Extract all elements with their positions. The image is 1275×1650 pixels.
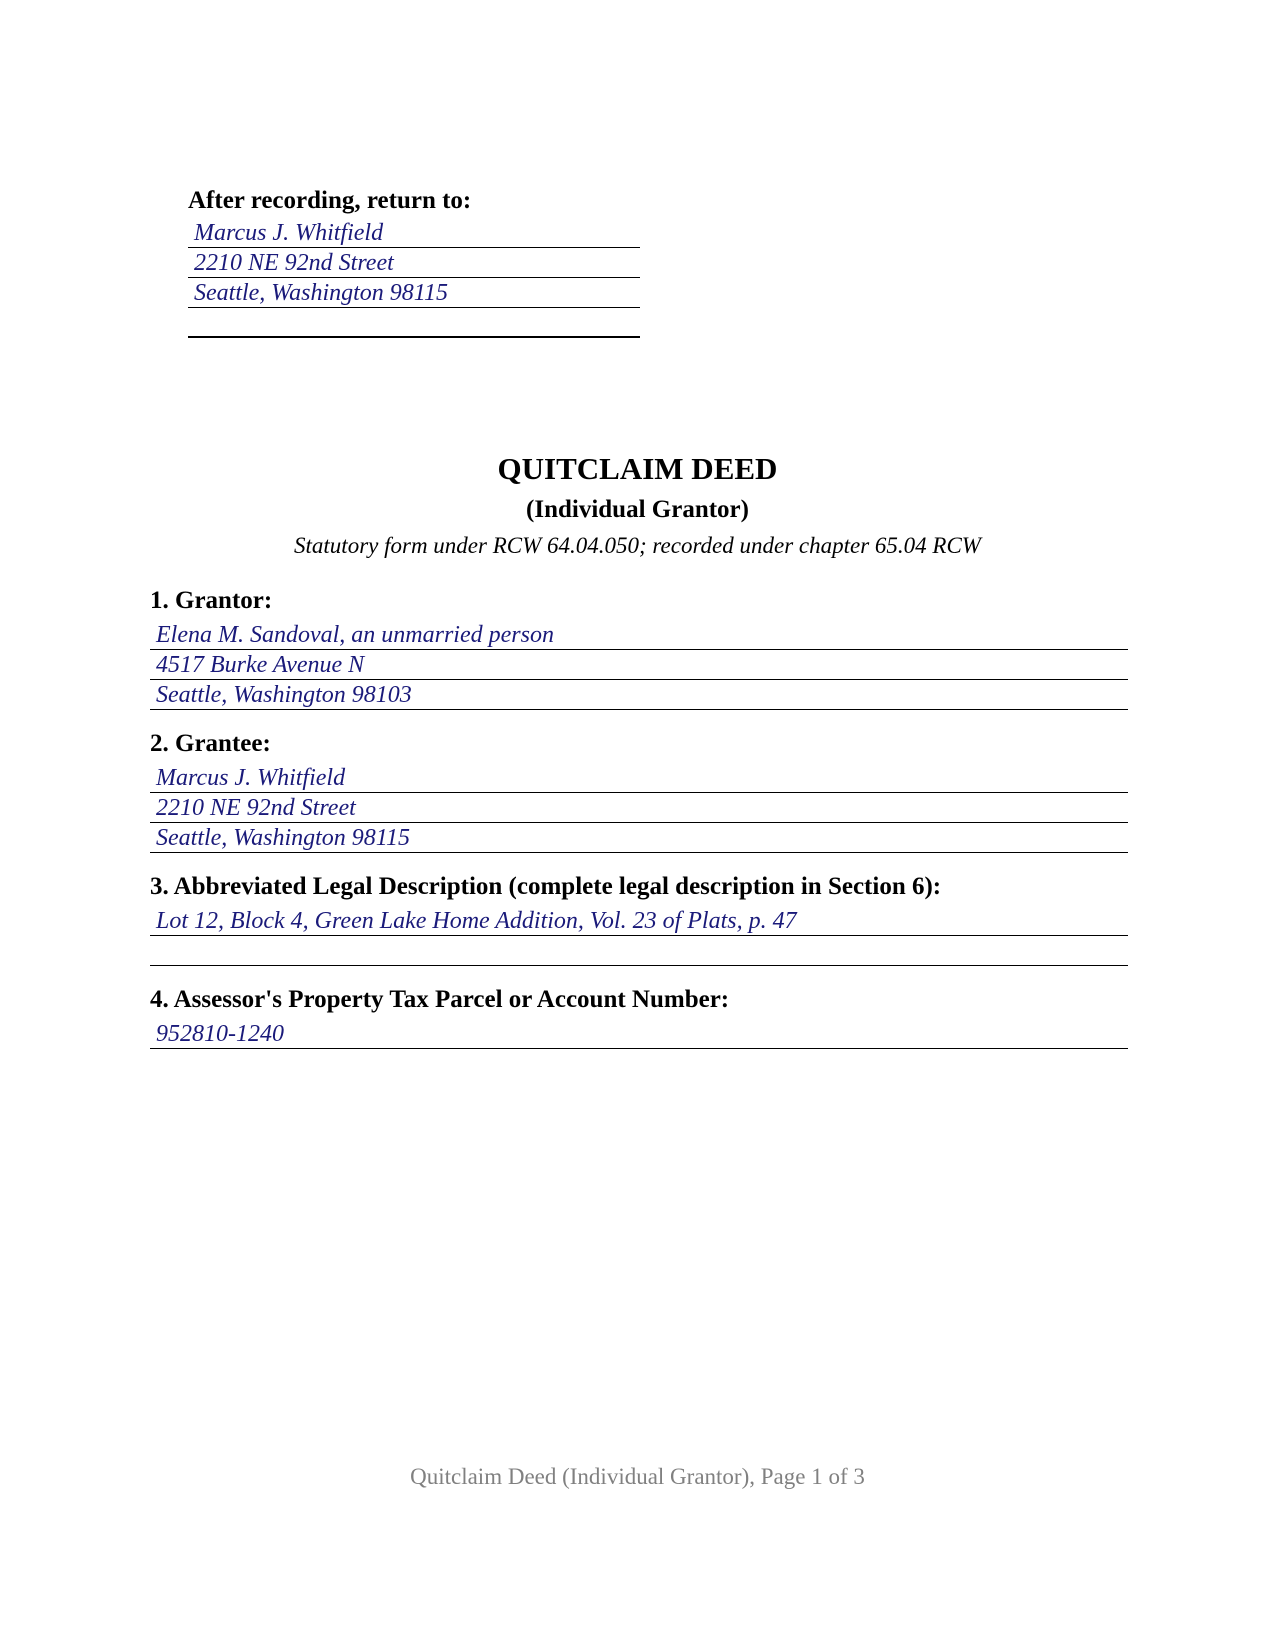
statute-reference: Statutory form under RCW 64.04.050; recorded under chapter 65.04 RCW <box>294 533 981 558</box>
document-subtitle: (Individual Grantor) <box>526 496 749 523</box>
legal-description-heading: 3. Abbreviated Legal Description (complete legal description in Section 6): <box>150 873 942 900</box>
grantee-section <box>150 729 1128 853</box>
return-extra-field[interactable] <box>188 308 640 338</box>
deed-sections <box>150 586 1128 1068</box>
page-footer: Quitclaim Deed (Individual Grantor), Page 1 of 3 <box>410 1464 865 1489</box>
legal-description-field[interactable]: Lot 12, Block 4, Green Lake Home Addition, Vol. 23 of Plats, p. 47 <box>150 906 1128 936</box>
legal-description-extra-field[interactable] <box>150 936 1128 966</box>
parcel-section <box>150 985 1128 1049</box>
return-city-field[interactable]: Seattle, Washington 98115 <box>188 278 640 308</box>
grantor-city-field[interactable]: Seattle, Washington 98103 <box>150 680 1128 710</box>
grantor-section <box>150 586 1128 710</box>
grantee-city-field[interactable]: Seattle, Washington 98115 <box>150 823 1128 853</box>
grantee-heading: 2. Grantee: <box>150 730 271 757</box>
grantor-heading: 1. Grantor: <box>150 587 273 614</box>
grantee-street-field[interactable]: 2210 NE 92nd Street <box>150 793 1128 823</box>
parcel-number-field[interactable]: 952810-1240 <box>150 1019 1128 1049</box>
legal-description-section <box>150 872 1128 966</box>
document-title: QUITCLAIM DEED <box>497 451 778 486</box>
grantor-name-field[interactable]: Elena M. Sandoval, an unmarried person <box>150 620 1128 650</box>
return-name-field[interactable]: Marcus J. Whitfield <box>188 218 640 248</box>
parcel-heading: 4. Assessor's Property Tax Parcel or Account Number: <box>150 986 730 1013</box>
return-heading: After recording, return to: <box>188 187 472 214</box>
return-street-field[interactable]: 2210 NE 92nd Street <box>188 248 640 278</box>
title-block <box>0 446 1275 562</box>
grantee-name-field[interactable]: Marcus J. Whitfield <box>150 763 1128 793</box>
return-address-block <box>188 186 640 338</box>
grantor-street-field[interactable]: 4517 Burke Avenue N <box>150 650 1128 680</box>
